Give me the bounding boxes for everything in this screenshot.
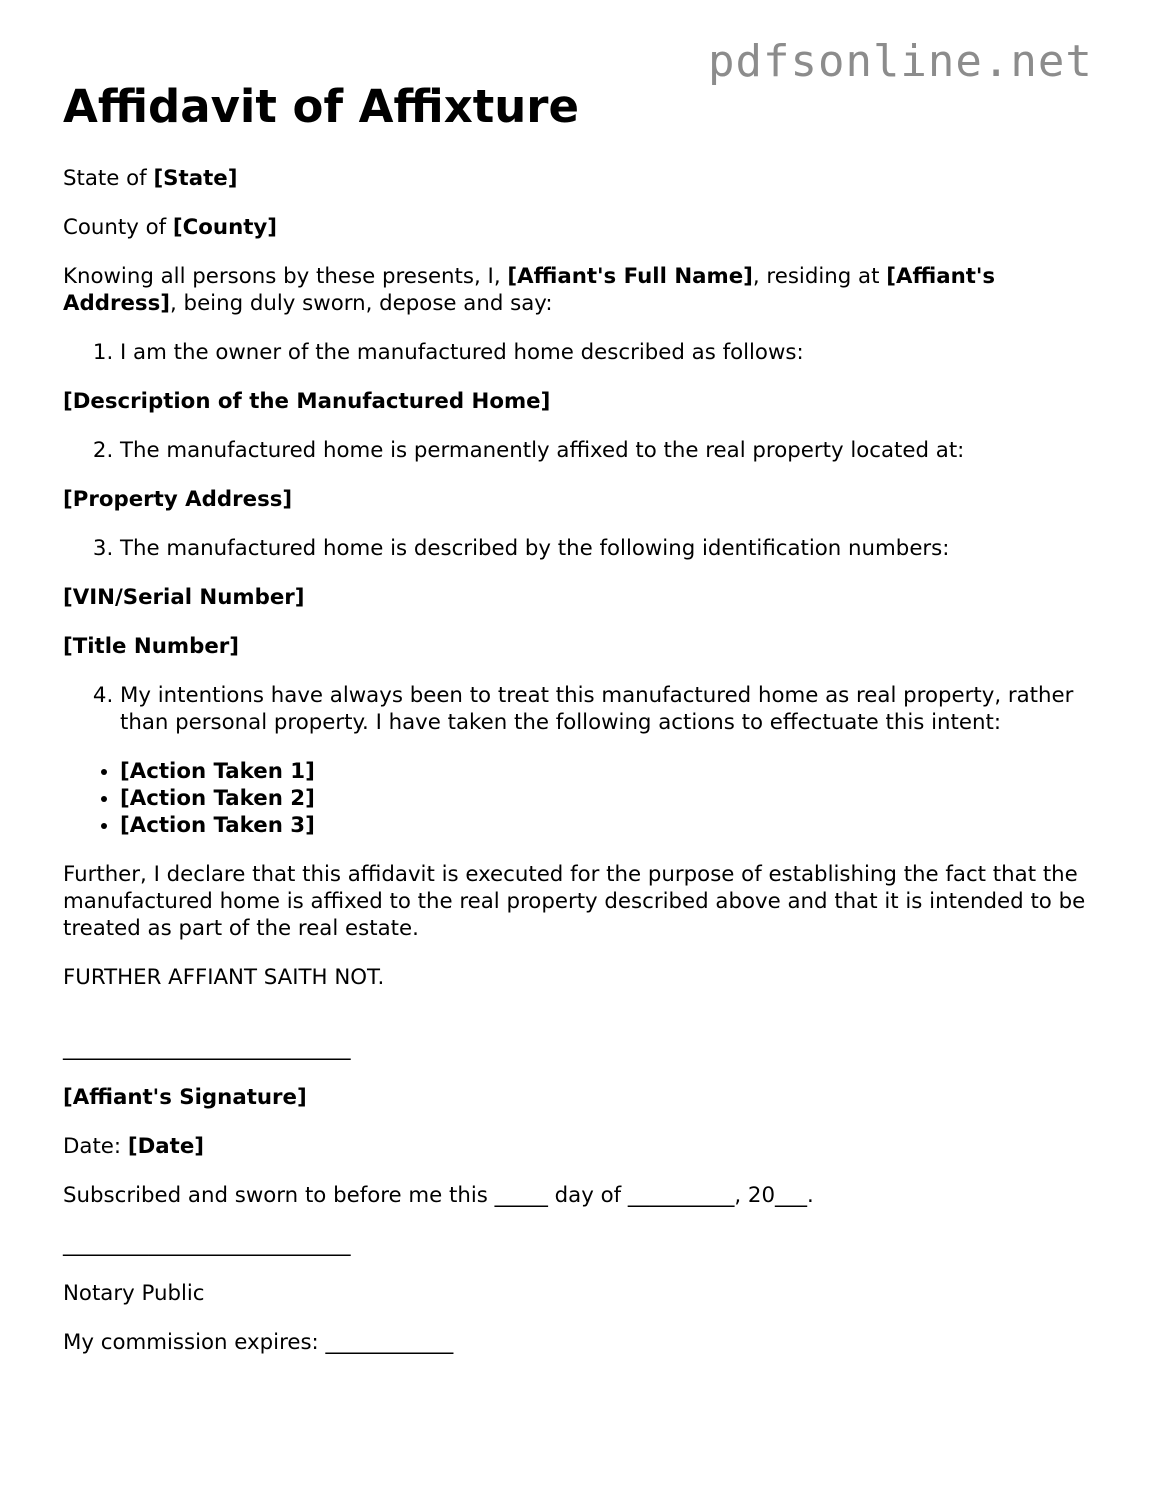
state-line (63, 165, 1103, 192)
affiant-name-field: [Affiant's Full Name] (507, 264, 753, 289)
action-item: • [Action Taken 2] (120, 785, 1103, 812)
description-field-line (63, 388, 1103, 415)
document-body (63, 165, 1103, 1378)
county-label: County of (63, 215, 173, 240)
intro-text-2: , residing at (752, 264, 887, 289)
statement-1: 1. I am the owner of the manufactured home described as follows: (120, 339, 1103, 366)
title-number-field: [Title Number] (63, 634, 240, 659)
date-label: Date: (63, 1134, 128, 1159)
actions-list (63, 758, 1103, 839)
signature-label-line (63, 1084, 1103, 1111)
property-address-field: [Property Address] (63, 487, 293, 512)
title-number-line (63, 633, 1103, 660)
numbered-list-4 (63, 682, 1103, 736)
notary-signature-line: ___________________________ (63, 1232, 351, 1257)
state-field: [State] (153, 166, 238, 191)
statement-4: 4. My intentions have always been to treat this manufactured home as real property, rather than personal property. I have taken the following actions to effectuate this intent: (120, 682, 1103, 736)
date-line (63, 1133, 1103, 1160)
property-address-line (63, 486, 1103, 513)
action-item: • [Action Taken 3] (120, 812, 1103, 839)
signature-field: [Affiant's Signature] (63, 1085, 307, 1110)
numbered-list-3 (63, 535, 1103, 562)
intro-text-3: , being duly sworn, depose and say: (170, 291, 553, 316)
description-field: [Description of the Manufactured Home] (63, 389, 551, 414)
county-line (63, 214, 1103, 241)
notary-label: Notary Public (63, 1281, 205, 1306)
signature-line: ___________________________ (63, 1036, 351, 1061)
statement-2: 2. The manufactured home is permanently affixed to the real property located at: (120, 437, 1103, 464)
date-field: [Date] (127, 1134, 204, 1159)
watermark: pdfsonline.net (708, 36, 1093, 87)
declaration-paragraph: Further, I declare that this affidavit is executed for the purpose of establishing the fact that the manufactured home is affixed to the real property described above and that it is intended to be treated as part of the real estate. (63, 862, 1086, 941)
numbered-list-1 (63, 339, 1103, 366)
action-item: • [Action Taken 1] (120, 758, 1103, 785)
intro-text-1: Knowing all persons by these presents, I, (63, 264, 508, 289)
vin-field: [VIN/Serial Number] (63, 585, 305, 610)
document-title: Affidavit of Affixture (63, 80, 579, 133)
numbered-list-2 (63, 437, 1103, 464)
affiant-address-field: [Affiant's Address] (63, 264, 996, 316)
intro-paragraph (63, 263, 1103, 317)
further-affiant-line: FURTHER AFFIANT SAITH NOT. (63, 965, 385, 990)
statement-3: 3. The manufactured home is described by the following identification numbers: (120, 535, 1103, 562)
subscribed-line: Subscribed and sworn to before me this _____ day of __________, 20___. (63, 1183, 814, 1208)
commission-line: My commission expires: ____________ (63, 1330, 454, 1355)
county-field: [County] (172, 215, 278, 240)
state-label: State of (63, 166, 154, 191)
vin-line (63, 584, 1103, 611)
spacer (63, 1013, 1103, 1035)
